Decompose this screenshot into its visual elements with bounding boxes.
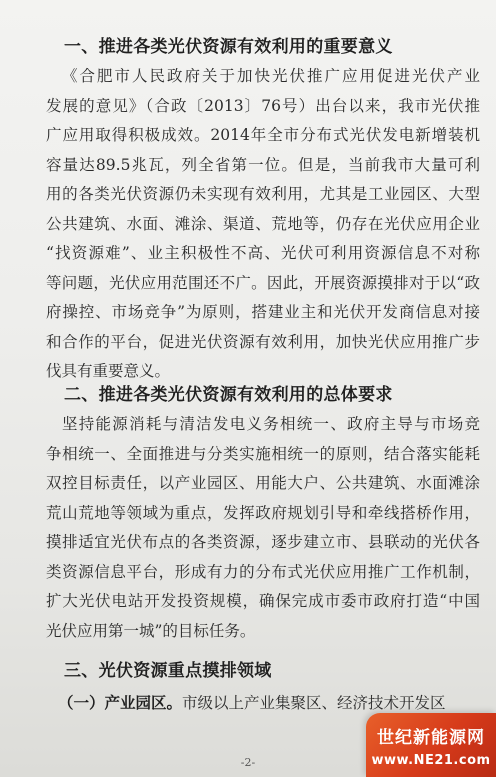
paragraph-line: 坚持能源消耗与清洁发电义务相统一、政府主导与市场竞 [62, 415, 480, 433]
paragraph-line: 双控目标责任，以产业园区、用能大户、公共建筑、水面滩涂 [46, 474, 480, 492]
paragraph-line: 《合肥市人民政府关于加快光伏推广应用促进光伏产业 [62, 67, 480, 85]
section-1-paragraph [46, 62, 480, 387]
section-1-heading: 一、推进各类光伏资源有效利用的重要意义 [64, 37, 393, 57]
paragraph-line: 广应用取得积极成效。2014年全市分布式光伏发电新增装机 [46, 126, 480, 144]
page-number: -2- [240, 756, 256, 769]
paragraph-line: 府操控、市场竞争”为原则，搭建业主和光伏开发商信息对接 [46, 303, 480, 321]
section-3-item-1 [58, 692, 496, 714]
paragraph-line: 争相统一、全面推进与分类实施相统一的原则，结合落实能耗 [46, 444, 480, 463]
paragraph-line: 发展的意见》（合政〔2013〕76号）出台以来，我市光伏推 [46, 96, 480, 115]
item-text: 市级以上产业集聚区、经济技术开发区 [182, 694, 446, 712]
paragraph-line: “找资源难”、业主积极性不高、光伏可利用资源信息不对称 [46, 244, 480, 262]
section-2-heading: 二、推进各类光伏资源有效利用的总体要求 [64, 385, 393, 405]
section-3-heading: 三、光伏资源重点摸排领域 [64, 661, 272, 681]
item-lead: （一）产业园区。 [58, 694, 183, 712]
watermark-url: www.NE21.com [371, 753, 491, 768]
paragraph-line: 容量达89.5兆瓦，列全省第一位。但是，当前我市大量可利 [46, 155, 480, 174]
paragraph-line: 等问题，光伏应用范围还不广。因此，开展资源摸排对于以“政 [46, 273, 480, 292]
paragraph-line: 公共建筑、水面、滩涂、渠道、荒地等，仍存在光伏应用企业 [46, 214, 480, 233]
paragraph-line: 伐具有重要意义。 [46, 362, 171, 380]
paragraph-line: 和合作的平台，促进光伏资源有效利用，加快光伏应用推广步 [46, 332, 480, 351]
section-2-paragraph [46, 410, 480, 646]
paragraph-line: 荒山荒地等领域为重点，发挥政府规划引导和牵线搭桥作用， [46, 503, 480, 522]
paragraph-line: 用的各类光伏资源仍未实现有效利用，尤其是工业园区、大型 [46, 185, 480, 203]
watermark-title: 世纪新能源网 [377, 728, 485, 748]
paragraph-line: 光伏应用第一城”的目标任务。 [46, 621, 256, 640]
paragraph-line: 类资源信息平台，形成有力的分布式光伏应用推广工作机制， [46, 562, 480, 581]
paragraph-line: 摸排适宜光伏布点的各类资源，逐步建立市、县联动的光伏各 [46, 533, 480, 551]
site-watermark-logo [366, 713, 496, 777]
paragraph-line: 扩大光伏电站开发投资规模，确保完成市委市政府打造“中国 [46, 592, 480, 610]
